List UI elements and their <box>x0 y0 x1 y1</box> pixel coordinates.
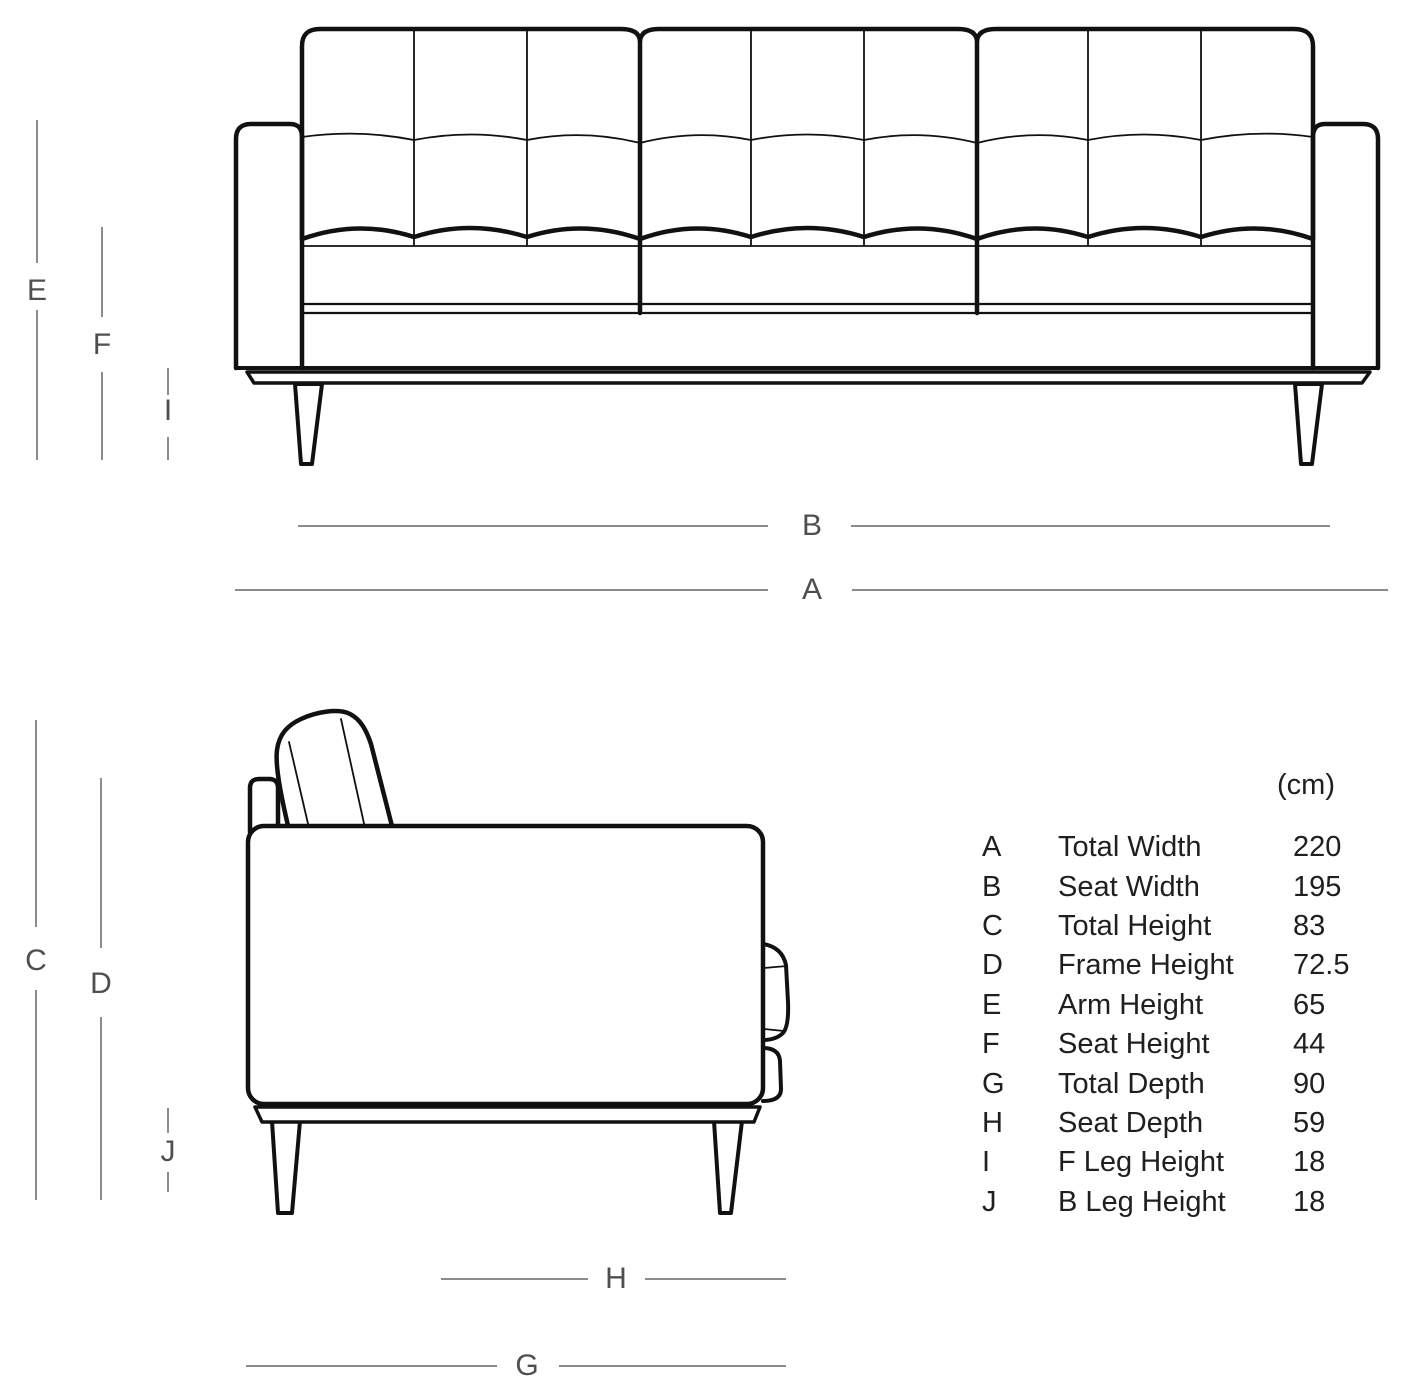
front-left-leg <box>295 384 322 464</box>
dimension-key: I <box>982 1146 991 1179</box>
side-seat-cushion-bump <box>763 944 788 1040</box>
sofa-front-view-drawing <box>236 29 1378 464</box>
dimension-value: 220 <box>1293 831 1342 864</box>
dimension-value: 195 <box>1293 870 1342 903</box>
front-plinth-rail <box>247 372 1370 383</box>
side-seat-cushion-bump-seams <box>764 966 787 1031</box>
dimension-value: 72.5 <box>1293 949 1350 982</box>
table-row <box>982 986 1392 1025</box>
dimension-label-a: A <box>801 573 823 606</box>
front-cushion-boundaries <box>640 41 977 313</box>
dimension-label-d: D <box>90 967 112 1000</box>
dimensions-table <box>982 828 1392 1222</box>
dimension-value: 18 <box>1293 1185 1326 1218</box>
dimension-label-f: F <box>92 328 112 361</box>
dimension-name: Total Height <box>1058 909 1212 942</box>
dimension-key: H <box>982 1106 1003 1139</box>
dimension-name: Total Depth <box>1058 1067 1205 1100</box>
side-body-outline <box>248 826 763 1104</box>
dimension-label-e: E <box>26 274 48 307</box>
dimension-label-c: C <box>25 944 47 977</box>
units-header: (cm) <box>1277 769 1335 801</box>
side-front-rail-bump <box>763 1048 781 1101</box>
front-tufting-seams <box>414 30 1201 245</box>
side-rear-leg <box>272 1121 300 1213</box>
table-row <box>982 907 1392 946</box>
dimension-key: F <box>982 1028 1000 1061</box>
dimension-value: 59 <box>1293 1106 1326 1139</box>
dimension-key: A <box>982 831 1002 864</box>
dimension-key: E <box>982 988 1002 1021</box>
side-front-leg <box>714 1121 742 1213</box>
dimension-key: G <box>982 1067 1005 1100</box>
dimension-label-j: J <box>160 1135 176 1168</box>
dimension-name: Seat Height <box>1058 1028 1210 1061</box>
front-right-leg <box>1295 384 1322 464</box>
dimension-value: 44 <box>1293 1028 1326 1061</box>
table-row <box>982 867 1392 906</box>
dimension-name: Arm Height <box>1058 988 1204 1021</box>
table-row <box>982 1143 1392 1182</box>
dimension-label-b: B <box>801 509 823 542</box>
dimension-label-i: I <box>163 394 173 427</box>
front-right-arm <box>1313 124 1378 368</box>
front-view-dimension-lines <box>37 120 1388 590</box>
dimension-name: B Leg Height <box>1058 1185 1226 1218</box>
side-back-cushion <box>277 711 393 830</box>
table-row <box>982 1025 1392 1064</box>
front-back-cushion-scallop <box>302 228 1313 239</box>
side-plinth-rail <box>255 1107 760 1122</box>
dimension-key: B <box>982 870 1002 903</box>
table-row <box>982 1064 1392 1103</box>
dimension-name: Frame Height <box>1058 949 1234 982</box>
dimension-name: Seat Width <box>1058 870 1200 903</box>
dimension-value: 18 <box>1293 1146 1326 1179</box>
table-row <box>982 1104 1392 1143</box>
dimension-label-g: G <box>515 1349 539 1382</box>
dimension-key: J <box>982 1185 997 1218</box>
sofa-side-view-drawing <box>248 711 788 1213</box>
table-row <box>982 946 1392 985</box>
dimension-name: Total Width <box>1058 831 1202 864</box>
dimension-label-h: H <box>605 1262 627 1295</box>
dimension-name: F Leg Height <box>1058 1146 1225 1179</box>
front-mid-seam-curve <box>302 134 1313 143</box>
dimension-name: Seat Depth <box>1058 1106 1204 1139</box>
table-row <box>982 1183 1392 1222</box>
dimension-value: 90 <box>1293 1067 1326 1100</box>
front-left-arm <box>236 124 302 368</box>
front-seat-bottom-lines <box>302 304 1313 313</box>
dimension-value: 65 <box>1293 988 1326 1021</box>
dimension-value: 83 <box>1293 909 1326 942</box>
dimension-key: C <box>982 909 1003 942</box>
table-row <box>982 828 1392 867</box>
dimension-key: D <box>982 949 1003 982</box>
